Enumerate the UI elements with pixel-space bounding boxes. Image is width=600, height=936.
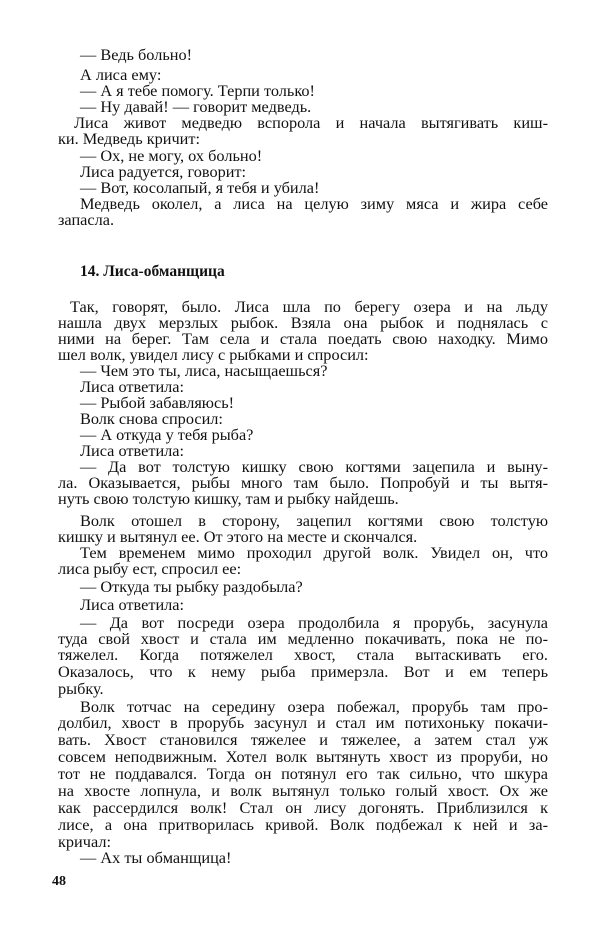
text-line: Оказалось, что к нему рыба примерзла. Вот и ем теперь xyxy=(58,662,548,681)
text-line: Волк тотчас на середину озера побежал, прорубь там про- xyxy=(80,697,548,716)
text-line: — Да вот посреди озера продолбила я прорубь, засунула xyxy=(80,613,548,632)
text-line: Так, говорят, было. Лиса шла по берегу озера и на льду xyxy=(70,297,548,316)
text-line: Лиса ответила: xyxy=(80,595,185,614)
text-line: ними на берег. Там села и стала поедать свою находку. Мимо xyxy=(58,329,548,348)
text-line: — Ох, не могу, ох больно! xyxy=(80,146,263,165)
text-line: — Откуда ты рыбку раздобыла? xyxy=(80,577,303,596)
text-line: Медведь околел, а лиса на целую зиму мяса и жира себе xyxy=(80,194,548,213)
text-line: рыбку. xyxy=(58,679,104,698)
text-line: долбил, хвост в прорубь засунул и стал им потихоньку покачи- xyxy=(58,713,548,732)
text-line: ла. Оказывается, рыбы много там было. Попробуй и ты вытя- xyxy=(58,473,548,492)
text-line: как рассердился волк! Стал он лису догонять. Приблизился к xyxy=(58,798,548,817)
text-line: Волк снова спросил: xyxy=(80,409,223,428)
text-line: Лиса живот медведю вспорола и начала вытягивать киш- xyxy=(74,113,548,132)
text-line: А лиса ему: xyxy=(80,65,162,84)
text-line: туда свой хвост и стала им медленно покачивать, пока не по- xyxy=(58,629,548,648)
text-line: — Вот, косолапый, я тебя и убила! xyxy=(80,178,320,197)
text-line: вать. Хвост становился тяжелее и тяжелее, а затем стал уж xyxy=(58,730,548,749)
text-line: Лиса радуется, говорит: xyxy=(80,162,247,181)
text-line: на хвосте лопнула, и волк вытянул только голый хвост. Ох же xyxy=(58,781,548,800)
text-line: — Да вот толстую кишку свою когтями зацепила и выну- xyxy=(80,457,548,476)
text-line: кишку и вытянул ее. От этого на месте и скончался. xyxy=(58,527,418,546)
text-line: шел волк, увидел лису с рыбками и спросил: xyxy=(58,345,369,364)
text-line: Лиса ответила: xyxy=(80,441,185,460)
text-line: запасла. xyxy=(58,210,115,229)
text-line: — Ну давай! — говорит медведь. xyxy=(80,97,312,116)
text-line: — Ведь больно! xyxy=(80,45,193,64)
text-line: — Чем это ты, лиса, насыщаешься? xyxy=(80,361,328,380)
text-line: — Ах ты обманщица! xyxy=(80,848,232,867)
text-line: лиса рыбу ест, спросил ее: xyxy=(58,559,242,578)
text-line: лисе, а она притворилась кривой. Волк подбежал к ней и за- xyxy=(58,815,548,834)
text-line: тяжелел. Когда потяжелел хвост, стала вытаскивать его. xyxy=(58,645,548,664)
text-line: — А я тебе помогу. Терпи только! xyxy=(80,81,315,100)
text-line: нуть свою толстую кишку, там и рыбку найдешь. xyxy=(58,489,399,508)
text-line: ки. Медведь кричит: xyxy=(58,129,201,148)
text-line: нашла двух мерзлых рыбок. Взяла она рыбок и поднялась с xyxy=(58,313,548,332)
text-line: Лиса ответила: xyxy=(80,377,185,396)
text-line: Волк отошел в сторону, зацепил когтями свою толстую xyxy=(80,511,548,530)
text-line: Тем временем мимо проходил другой волк. Увидел он, что xyxy=(80,543,548,562)
section-heading: 14. Лиса-обманщица xyxy=(80,263,225,280)
page-number: 48 xyxy=(52,874,66,889)
text-line: совсем неподвижным. Хотел волк вытянуть хвост из проруби, но xyxy=(58,747,548,766)
text-line: — Рыбой забавляюсь! xyxy=(80,393,235,412)
text-line: кричал: xyxy=(58,832,111,851)
text-line: тот не поддавался. Тогда он потянул его так сильно, что шкура xyxy=(58,764,548,783)
text-line: — А откуда у тебя рыба? xyxy=(80,425,254,444)
